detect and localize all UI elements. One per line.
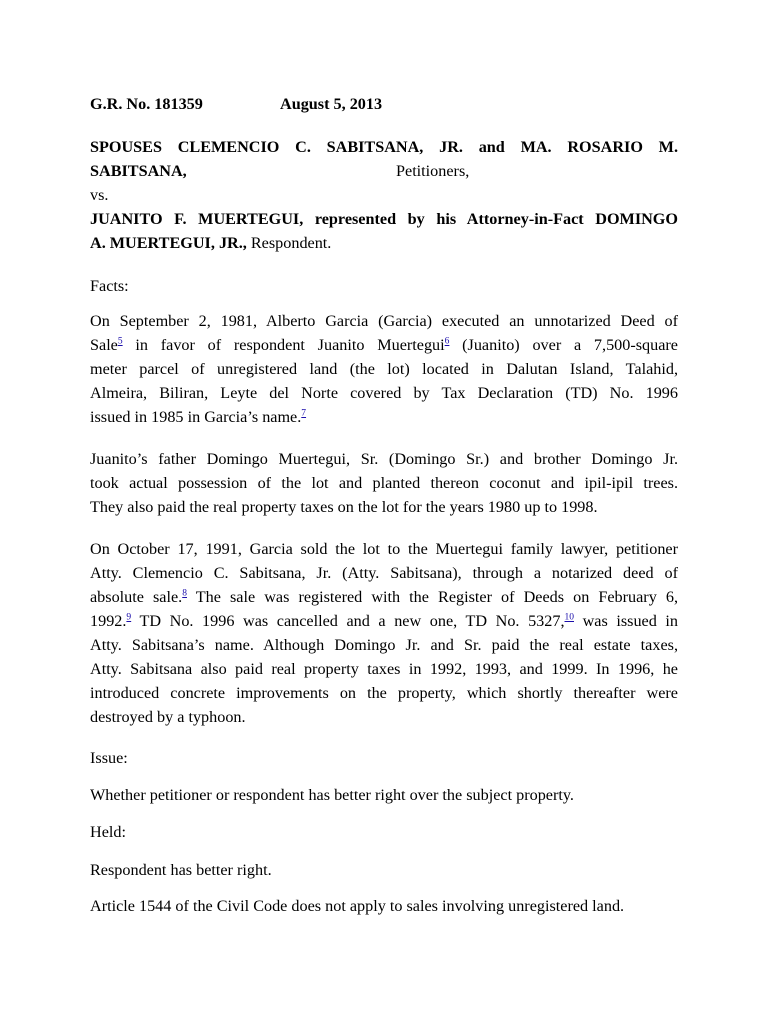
held-text-1: Respondent has better right. — [90, 861, 272, 879]
text-run: was issued in — [574, 612, 679, 630]
footnote-link-5[interactable]: 5 — [117, 336, 123, 347]
text-run: 1992. — [90, 612, 127, 630]
respondent-line-2 — [90, 231, 678, 255]
text-line — [90, 609, 678, 633]
held-text-2: Article 1544 of the Civil Code does not apply to sales involving unregistered land. — [90, 897, 625, 915]
text-line: Almeira, Biliran, Leyte del Norte covered by Tax Declaration (TD) No. 1996 — [90, 384, 678, 402]
issue-heading: Issue: — [90, 749, 128, 767]
facts-paragraph-3 — [90, 537, 678, 729]
footnote-link-8[interactable]: 8 — [182, 588, 187, 599]
footnote-link-10[interactable]: 10 — [564, 612, 574, 623]
petitioners-label: Petitioners, — [396, 162, 470, 180]
text-run: The sale was registered with the Register of Deeds on February 6, — [186, 588, 678, 606]
text-line: Atty. Sabitsana’s name. Although Domingo Jr. and Sr. paid the real estate taxes, — [90, 636, 678, 654]
footnote-link-9[interactable]: 9 — [126, 612, 132, 623]
text-run: TD No. 1996 was cancelled and a new one, TD No. 5327, — [131, 612, 565, 630]
text-run: Sale — [90, 336, 118, 354]
respondent-label: Respondent. — [250, 234, 332, 252]
issue-text: Whether petitioner or respondent has better right over the subject property. — [90, 786, 574, 804]
text-line: Atty. Clemencio C. Sabitsana, Jr. (Atty. Sabitsana), through a notarized deed of — [90, 564, 678, 582]
petitioners-line-1: SPOUSES CLEMENCIO C. SABITSANA, JR. and MA. ROSARIO M. — [90, 138, 678, 156]
text-run: absolute sale. — [90, 588, 183, 606]
text-run: (Juanito) over a 7,500-square — [449, 336, 678, 354]
respondent-name-end: A. MUERTEGUI, JR., — [90, 234, 247, 252]
petitioners-name-end: SABITSANA, — [90, 162, 187, 180]
text-line: took actual possession of the lot and planted thereon coconut and ipil-ipil trees. — [90, 474, 678, 492]
case-parties — [90, 135, 678, 255]
text-line: introduced concrete improvements on the property, which shortly thereafter were — [90, 684, 678, 702]
text-line: Atty. Sabitsana also paid real property taxes in 1992, 1993, and 1999. In 1996, he — [90, 660, 678, 678]
footnote-link-6[interactable]: 6 — [444, 336, 450, 347]
facts-heading: Facts: — [90, 277, 129, 295]
case-number: G.R. No. 181359 — [90, 95, 203, 113]
footnote-link-7[interactable]: 7 — [301, 408, 307, 419]
petitioners-line-2 — [90, 159, 678, 183]
case-caption — [90, 93, 383, 115]
text-line: They also paid the real property taxes on the lot for the years 1980 up to 1998. — [90, 498, 598, 516]
decision-date: August 5, 2013 — [280, 95, 383, 113]
text-run: issued in 1985 in Garcia’s name. — [90, 408, 302, 426]
respondent-line-1: JUANITO F. MUERTEGUI, represented by his Attorney-in-Fact DOMINGO — [90, 210, 678, 228]
text-line — [90, 405, 678, 429]
text-run: in favor of respondent Juanito Muertegui — [122, 336, 445, 354]
text-line — [90, 585, 678, 609]
held-heading: Held: — [90, 823, 126, 841]
text-line: Juanito’s father Domingo Muertegui, Sr. (Domingo Sr.) and brother Domingo Jr. — [90, 450, 678, 468]
text-line: On October 17, 1991, Garcia sold the lot to the Muertegui family lawyer, petitioner — [90, 540, 678, 558]
facts-paragraph-2 — [90, 447, 678, 519]
text-line: On September 2, 1981, Alberto Garcia (Garcia) executed an unnotarized Deed of — [90, 312, 678, 330]
versus-label: vs. — [90, 186, 109, 204]
text-line — [90, 333, 678, 357]
text-line: destroyed by a typhoon. — [90, 708, 246, 726]
facts-paragraph-1 — [90, 309, 678, 429]
text-line: meter parcel of unregistered land (the lot) located in Dalutan Island, Talahid, — [90, 360, 678, 378]
